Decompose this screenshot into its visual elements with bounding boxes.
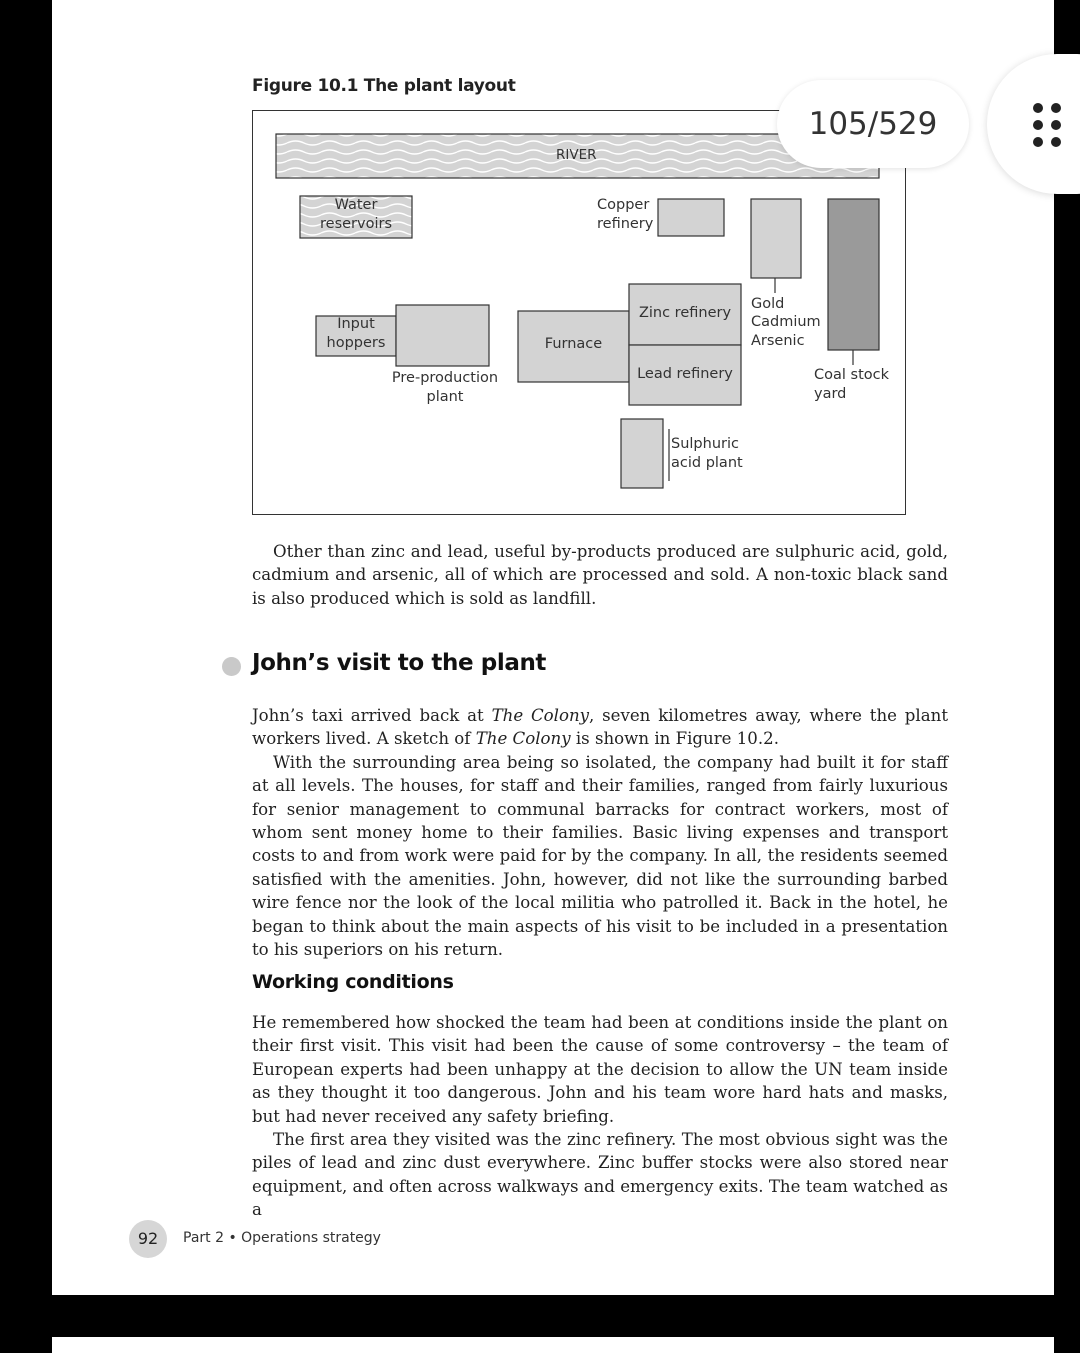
section-bullet [222, 657, 241, 676]
subsection-paragraph-2: The first area they visited was the zinc refinery. The most obvious sight was the piles of lead and zinc dust everywhere. Zinc buffer stocks were also stored near equipment, and often across walkways and emergency exits. The team watched as a [252, 1130, 948, 1220]
preproduction-label-1: Pre-production [391, 370, 499, 386]
coal-label-1: Coal stock [814, 367, 889, 383]
intro-text: Other than zinc and lead, useful by-products produced are sulphuric acid, gold, cadmium and arsenic, all of which are processed and sold. A non-toxic black sand is also produced which is sold as landfill. [252, 542, 948, 608]
sulphuric-label-1: Sulphuric [671, 436, 739, 452]
next-document-page [52, 1337, 1054, 1353]
copper-label-1: Copper [597, 197, 650, 213]
running-head: Part 2 • Operations strategy [183, 1230, 381, 1246]
subsection-body [252, 1011, 948, 1222]
subsection-paragraph-1: He remembered how shocked the team had been at conditions inside the plant on their first visit. This visit had been the cause of some controversy – the team of European experts had been unhappy at the decision to allow the UN team inside as they thought it too dangerous. John and his team wore hard hats and masks, but had never received any safety briefing. [252, 1013, 948, 1126]
furnace-label: Furnace [544, 336, 603, 352]
input-hoppers-label-2: hoppers [326, 335, 386, 351]
water-reservoirs-label-1: Water [334, 197, 378, 213]
water-reservoirs-label-2: reservoirs [320, 216, 392, 232]
copper-label-2: refinery [597, 216, 654, 232]
lead-refinery-label: Lead refinery [637, 366, 733, 382]
sulphuric-label-2: acid plant [671, 455, 743, 471]
plant-layout-diagram [252, 110, 906, 515]
subsection-heading: Working conditions [252, 971, 454, 993]
figure-title: Figure 10.1 The plant layout [252, 76, 516, 96]
cadmium-label: Cadmium [751, 314, 821, 330]
pre-production-plant [396, 305, 489, 366]
intro-paragraph [252, 540, 948, 610]
section-paragraph-1: John’s taxi arrived back at The Colony, seven kilometres away, where the plant workers lived. A sketch of The Colony is shown in Figure 10.2. [252, 706, 948, 749]
section-body [252, 704, 948, 961]
section-heading: John’s visit to the plant [252, 650, 547, 676]
page-counter[interactable]: 105/529 [777, 80, 969, 168]
arsenic-label: Arsenic [751, 333, 805, 349]
input-hoppers-label-1: Input [337, 316, 375, 332]
page-number: 92 [129, 1220, 167, 1258]
grid-dots-icon [1031, 101, 1063, 149]
gold-label: Gold [751, 296, 785, 312]
preproduction-label-2: plant [426, 389, 464, 405]
gold-cadmium-arsenic-building [751, 199, 801, 278]
sulphuric-acid-plant [621, 419, 663, 488]
zinc-refinery-label: Zinc refinery [638, 305, 732, 321]
copper-refinery [658, 199, 724, 236]
coal-stock-yard [828, 199, 879, 350]
coal-label-2: yard [814, 386, 847, 402]
river-label: RIVER [556, 147, 597, 163]
section-paragraph-2: With the surrounding area being so isolated, the company had built it for staff at all levels. The houses, for staff and their families, ranged from fairly luxurious for senior management to communal barracks for contract workers, most of whom sent money home to their families. Basic living expenses and transport costs to and from work were paid for by the company. In all, the residents seemed satisfied with the amenities. John, however, did not like the surrounding barbed wire fence nor the look of the local militia who patrolled it. Back in the hotel, he began to think about the main aspects of his visit to be included in a presentation to his superiors on his return. [252, 752, 948, 960]
